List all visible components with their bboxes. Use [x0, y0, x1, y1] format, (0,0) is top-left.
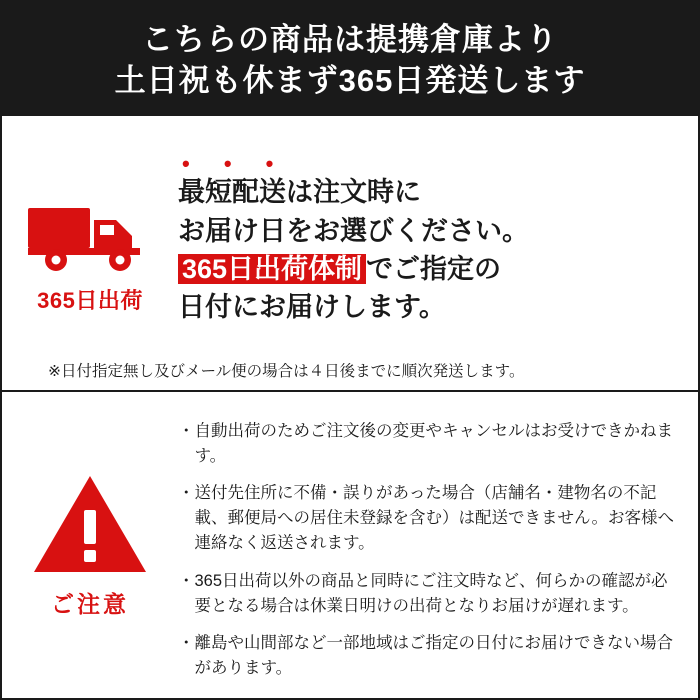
- header-line-1: こちらの商品は提携倉庫より: [142, 21, 558, 57]
- delivery-line-3-rest: でご指定の: [366, 253, 502, 284]
- caution-list: [178, 402, 698, 694]
- bullet-mark: ・: [178, 484, 195, 503]
- bullet-mark: ・: [178, 571, 195, 590]
- bullet-mark: ・: [178, 633, 195, 652]
- list-item: [178, 631, 684, 681]
- delivery-line-2: お届け日をお選びください。: [178, 215, 529, 246]
- truck-label: 365日出荷: [37, 288, 143, 314]
- delivery-line-1-text: 最短配送は注文時に: [178, 177, 421, 208]
- list-item: [178, 569, 684, 619]
- caution-column: [2, 402, 178, 694]
- list-item-text: 離島や山間部など一部地域はご指定の日付にお届けできない場合があります。: [194, 633, 673, 677]
- delivery-main: [2, 116, 698, 362]
- list-item: [178, 481, 684, 556]
- delivery-line-1: [178, 151, 686, 211]
- truck-column: [2, 122, 178, 362]
- delivery-section: [2, 116, 698, 392]
- highlight-365-shipping: 365日出荷体制: [178, 254, 366, 284]
- bullet-mark: ・: [178, 422, 195, 441]
- banner-header: [2, 2, 698, 116]
- list-item: [178, 419, 684, 469]
- caution-section: [2, 392, 698, 698]
- header-line-2: 土日祝も休まず365日発送します: [114, 63, 586, 98]
- list-item-text: 自動出荷のためご注文後の変更やキャンセルはお受けできかねます。: [194, 422, 673, 466]
- list-item-text: 365日出荷以外の商品と同時にご注文時など、何らかの確認が必要となる場合は休業日明けの出荷となりお届けが遅れます。: [194, 571, 668, 615]
- emphasis-dots: • • •: [182, 151, 288, 177]
- delivery-line-3: [178, 250, 686, 288]
- list-item-text: 送付先住所に不備・誤りがあった場合（店舗名・建物名の不記載、郵便局への居住未登録を含む）は配送できません。お客様へ連絡なく返送されます。: [194, 484, 674, 553]
- delivery-note: ※日付指定無し及びメール便の場合は４日後までに順次発送します。: [48, 362, 525, 380]
- delivery-truck-icon: [26, 194, 154, 278]
- delivery-message-column: [178, 122, 698, 362]
- delivery-line-4: 日付にお届けします。: [178, 292, 446, 323]
- warning-triangle-icon: [31, 472, 149, 576]
- caution-label: ご注意: [51, 590, 129, 617]
